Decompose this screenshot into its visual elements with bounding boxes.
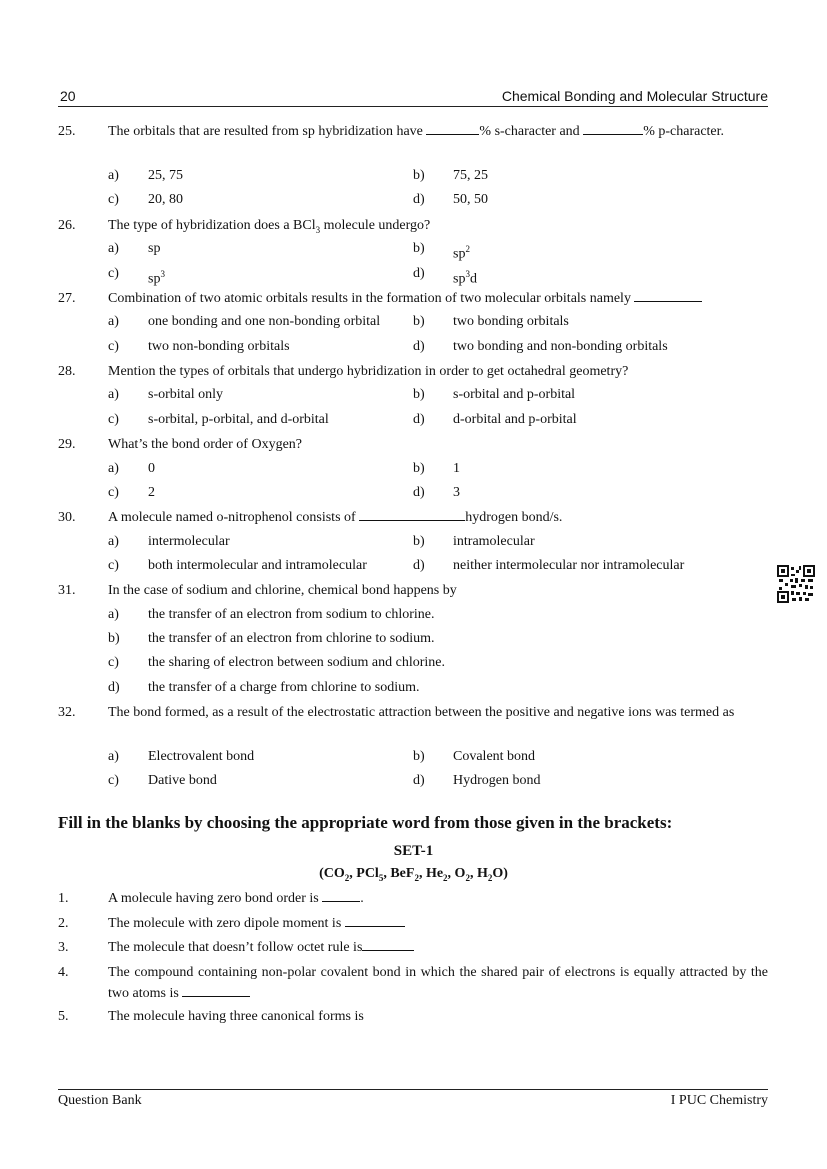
blank-item-5: 5. The molecule having three canonical forms is: [58, 1009, 364, 1024]
question-32: [58, 702, 768, 723]
question-text: Mention the types of orbitals that undergo hybridization in order to get octahedral geometry?: [108, 364, 629, 379]
question-number: 30.: [58, 510, 76, 525]
word-bank: ($CO_2$, PCl$_5$, BeF$_2$, $He_2$, $O_2$, $H_2O$): [319, 866, 508, 883]
question-text: The bond formed, as a result of the electrostatic attraction between the positive and negative ions was termed as: [108, 705, 735, 720]
page-header: [58, 86, 768, 107]
question-25: [58, 121, 768, 142]
blank-item-4: 4. The compound containing non-polar covalent bond in which the shared pair of electrons is equally attracted by the two atoms is: [58, 965, 768, 1001]
qr-code-icon: [777, 565, 815, 603]
page-footer: [58, 1089, 768, 1108]
question-number: 27.: [58, 291, 76, 306]
question-number: 29.: [58, 437, 76, 452]
question-text: A molecule named o-nitrophenol consists of hydrogen bond/s.: [108, 507, 768, 528]
question-28: [58, 361, 768, 382]
question-number: 25.: [58, 124, 76, 139]
question-30: [58, 507, 768, 528]
question-text: What’s the bond order of Oxygen?: [108, 437, 302, 452]
chapter-title: Chemical Bonding and Molecular Structure: [501, 88, 768, 104]
question-29: [58, 434, 768, 455]
footer-right: I PUC Chemistry: [670, 1093, 768, 1108]
question-text: Combination of two atomic orbitals results in the formation of two molecular orbitals namely: [108, 288, 768, 309]
question-27: [58, 288, 768, 309]
question-26: [58, 215, 768, 241]
footer-left: Question Bank: [58, 1093, 142, 1108]
question-text: The type of hybridization does a BCl$_3$ molecule undergo?: [108, 218, 431, 235]
question-text: In the case of sodium and chlorine, chemical bond happens by: [108, 583, 457, 598]
set-title: SET-1: [393, 843, 434, 859]
question-31: [58, 580, 768, 601]
question-number: 26.: [58, 218, 76, 233]
blank-item-2: 2. The molecule with zero dipole moment is: [58, 913, 768, 934]
question-number: 28.: [58, 364, 76, 379]
question-number: 31.: [58, 583, 76, 598]
page-number: 20: [60, 88, 76, 104]
question-number: 32.: [58, 705, 76, 720]
question-text: The orbitals that are resulted from sp hybridization have % s-character and % p-character.: [108, 121, 768, 142]
blank-item-3: 3. The molecule that doesn’t follow octet rule is: [58, 937, 768, 958]
section-title: Fill in the blanks by choosing the appropriate word from those given in the brackets:: [58, 813, 673, 832]
blank-item-1: 1. A molecule having zero bond order is .: [58, 888, 768, 909]
